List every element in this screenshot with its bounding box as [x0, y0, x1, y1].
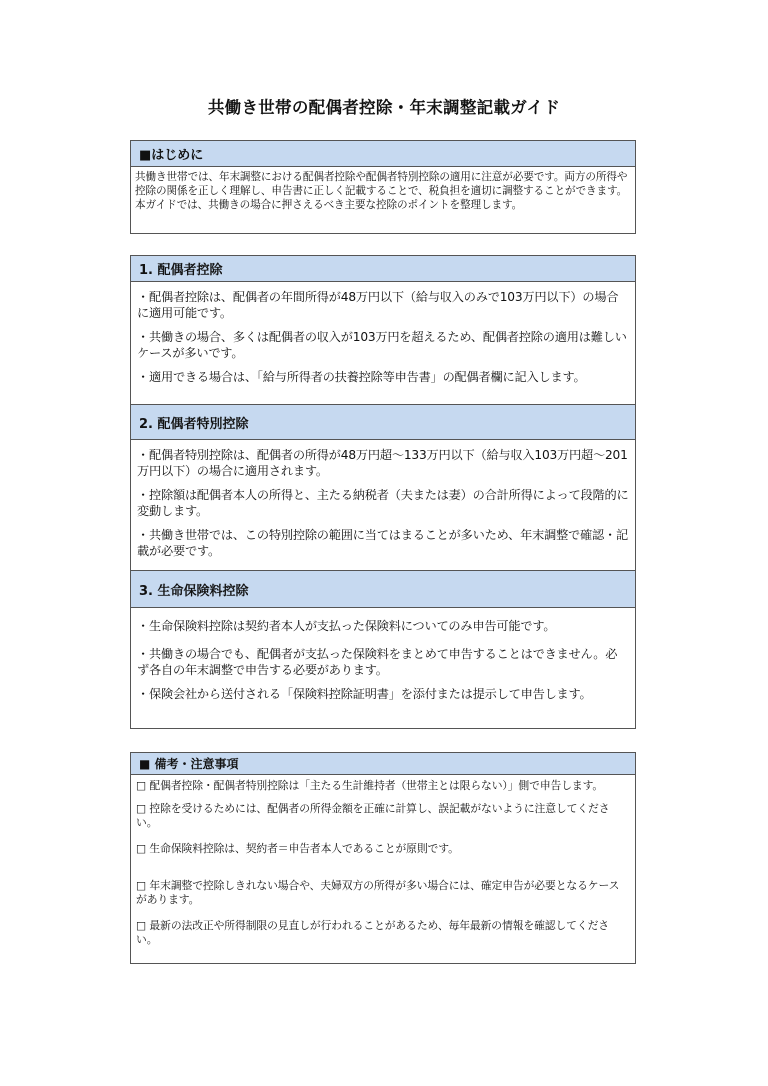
note-item: □ 年末調整で控除しきれない場合や、夫婦双方の所得が多い場合には、確定申告が必要となるケースがあります。 — [136, 879, 620, 906]
list-item: ・配偶者控除は、配偶者の年間所得が48万円以下（給与収入のみで103万円以下）の場合に適用可能です。 — [137, 290, 619, 320]
list-item: ・適用できる場合は、「給与所得者の扶養控除等申告書」の配偶者欄に記入します。 — [137, 370, 586, 384]
list-item: ・生命保険料控除は契約者本人が支払った保険料についてのみ申告可能です。 — [137, 619, 556, 633]
sections-box — [130, 255, 636, 729]
list-item: ・共働き世帯では、この特別控除の範囲に当てはまることが多いため、年末調整で確認・記載が必要です。 — [137, 528, 628, 558]
section-body-life-insurance — [131, 608, 635, 702]
list-item: ・控除額は配偶者本人の所得と、主たる納税者（夫または妻）の合計所得によって段階的に変動します。 — [137, 488, 629, 518]
list-item: ・保険会社から送付される「保険料控除証明書」を添付または提示して申告します。 — [137, 687, 592, 701]
section-body-special-spouse-deduction — [131, 440, 635, 570]
intro-heading: ■はじめに — [131, 141, 635, 167]
notes-heading: ■ 備考・注意事項 — [131, 753, 635, 775]
intro-box — [130, 140, 636, 234]
section-heading-life-insurance: 3. 生命保険料控除 — [131, 570, 635, 608]
notes-list — [131, 775, 635, 947]
list-item: ・共働きの場合でも、配偶者が支払った保険料をまとめて申告することはできません。必ず各自の年末調整で申告する必要があります。 — [137, 647, 618, 677]
note-item: □ 配偶者控除・配偶者特別控除は「主たる生計維持者（世帯主とは限らない）」側で申告します。 — [136, 779, 604, 792]
section-heading-spouse-deduction: 1. 配偶者控除 — [131, 256, 635, 282]
section-body-spouse-deduction — [131, 282, 635, 404]
note-item: □ 控除を受けるためには、配偶者の所得金額を正確に計算し、誤記載がないように注意してください。 — [136, 802, 610, 829]
list-item: ・配偶者特別控除は、配偶者の所得が48万円超〜133万円以下（給与収入103万円超〜201万円以下）の場合に適用されます。 — [137, 448, 628, 478]
list-item: ・共働きの場合、多くは配偶者の収入が103万円を超えるため、配偶者控除の適用は難しいケースが多いです。 — [137, 330, 627, 360]
intro-text: 共働き世帯では、年末調整における配偶者控除や配偶者特別控除の適用に注意が必要です。両方の所得や控除の関係を正しく理解し、申告書に正しく記載することで、税負担を適切に調整することができます。本ガイドでは、共働きの場合に押さえるべき主要な控除のポイントを整理します。 — [135, 171, 628, 212]
document-title: 共働き世帯の配偶者控除・年末調整記載ガイド — [207, 98, 561, 117]
note-item: □ 最新の法改正や所得制限の見直しが行われることがあるため、毎年最新の情報を確認してください。 — [136, 919, 609, 946]
note-item: □ 生命保険料控除は、契約者＝申告者本人であることが原則です。 — [136, 842, 459, 855]
section-heading-special-spouse-deduction: 2. 配偶者特別控除 — [131, 404, 635, 440]
notes-box — [130, 752, 636, 964]
